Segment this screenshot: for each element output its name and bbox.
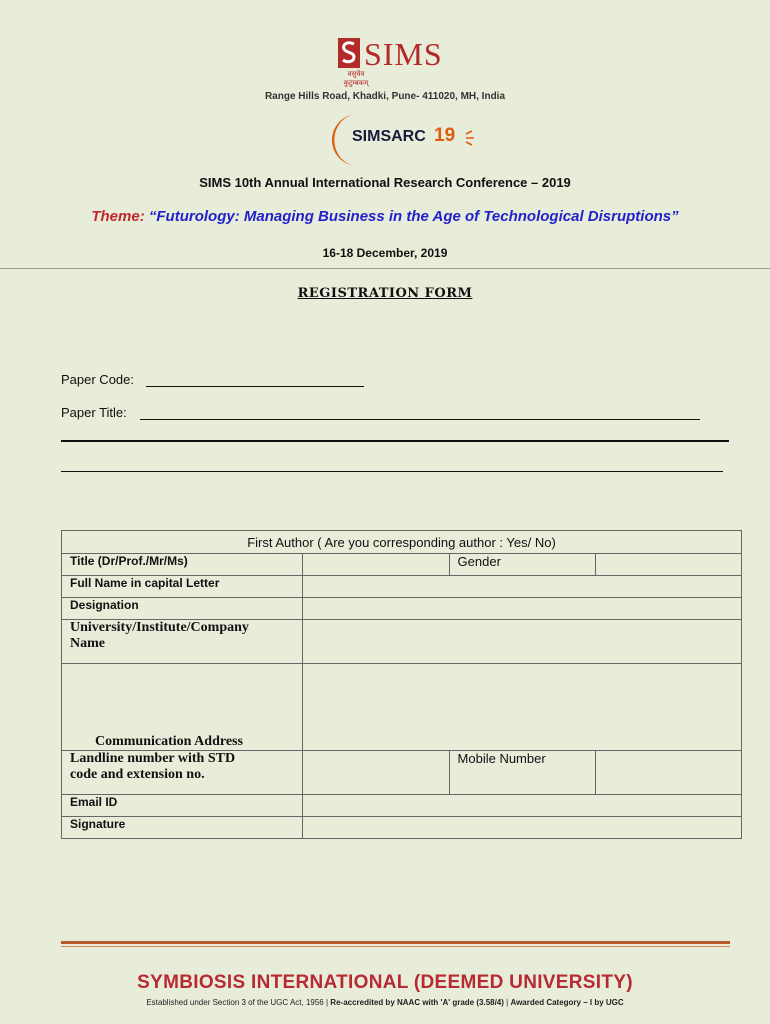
designation-label <box>62 598 303 620</box>
university-name: SYMBIOSIS INTERNATIONAL (DEEMED UNIVERSITY) <box>137 972 633 993</box>
email-input[interactable] <box>302 795 741 817</box>
institute-label <box>62 620 303 664</box>
first-author-heading: First Author ( Are you corresponding author : Yes/ No) <box>62 531 742 554</box>
full-name-input[interactable] <box>302 576 741 598</box>
gender-label-text: Gender <box>457 554 501 569</box>
university-accreditation: Established under Section 3 of the UGC Act, 1956 | Re-accredited by NAAC with 'A' grade (3.58/4) | Awarded Category – I by UGC <box>146 998 624 1007</box>
designation-input[interactable] <box>302 598 741 620</box>
simsarc-logo-number: 19 <box>434 125 456 146</box>
landline-input[interactable] <box>302 751 449 795</box>
mobile-label-text: Mobile Number <box>457 751 546 766</box>
full-name-label <box>62 576 303 598</box>
simsarc-logo-text: SIMSARC <box>352 128 426 145</box>
designation-label-text: Designation <box>70 598 139 612</box>
paper-title-field[interactable] <box>140 419 700 420</box>
header-divider <box>0 268 770 269</box>
accreditation-1: Established under Section 3 of the UGC Act, 1956 <box>146 998 324 1007</box>
paper-title-label: Paper Title: <box>61 405 127 420</box>
sims-logo <box>338 36 458 87</box>
address-input[interactable] <box>302 664 741 751</box>
full-name-label-text: Full Name in capital Letter <box>70 576 220 590</box>
signature-label-text: Signature <box>70 817 126 831</box>
gender-input[interactable] <box>596 554 742 576</box>
institute-address: Range Hills Road, Khadki, Pune- 411020, MH, India <box>264 91 506 102</box>
email-label <box>62 795 303 817</box>
mobile-input[interactable] <box>596 751 742 795</box>
sims-emblem-icon <box>338 38 360 68</box>
paper-code-label: Paper Code: <box>61 372 134 387</box>
theme-text: “Futurology: Managing Business in the Age of Technological Disruptions” <box>148 208 679 225</box>
institute-label-line-1: University/Institute/Company <box>70 620 249 635</box>
title-label <box>62 554 303 576</box>
conference-theme <box>0 208 770 225</box>
address-label-text: Communication Address <box>95 734 243 749</box>
conference-title: SIMS 10th Annual International Research Conference – 2019 <box>199 175 571 190</box>
signature-input[interactable] <box>302 817 741 839</box>
simsarc-logo <box>328 112 488 168</box>
signature-label <box>62 817 303 839</box>
footer-rule <box>61 941 730 944</box>
mobile-label <box>449 751 596 795</box>
theme-label: Theme: <box>91 208 145 225</box>
title-input[interactable] <box>302 554 449 576</box>
form-title: REGISTRATION FORM <box>297 286 473 301</box>
accreditation-3: Awarded Category – I by UGC <box>510 998 624 1007</box>
first-author-table <box>61 530 742 839</box>
title-label-text: Title (Dr/Prof./Mr/Ms) <box>70 554 188 568</box>
accreditation-2: Re-accredited by NAAC with 'A' grade (3.58/4) <box>330 998 504 1007</box>
sims-logo-text: SIMS <box>364 36 443 72</box>
institute-input[interactable] <box>302 620 741 664</box>
address-label <box>62 664 303 751</box>
gender-label <box>449 554 596 576</box>
institute-label-line-2: Name <box>70 636 105 651</box>
sims-logo-tagline: वसुधैव कुटुम्बकम् <box>343 71 369 87</box>
landline-label <box>62 751 303 795</box>
conference-dates: 16-18 December, 2019 <box>322 246 448 260</box>
footer-rule-thin <box>61 946 730 947</box>
email-label-text: Email ID <box>70 795 118 809</box>
landline-label-line-2: code and extension no. <box>70 767 205 782</box>
paper-title-line-2[interactable] <box>61 440 729 442</box>
landline-label-line-1: Landline number with STD <box>70 751 236 766</box>
paper-code-field[interactable] <box>146 386 364 387</box>
paper-title-line-3[interactable] <box>61 471 723 472</box>
